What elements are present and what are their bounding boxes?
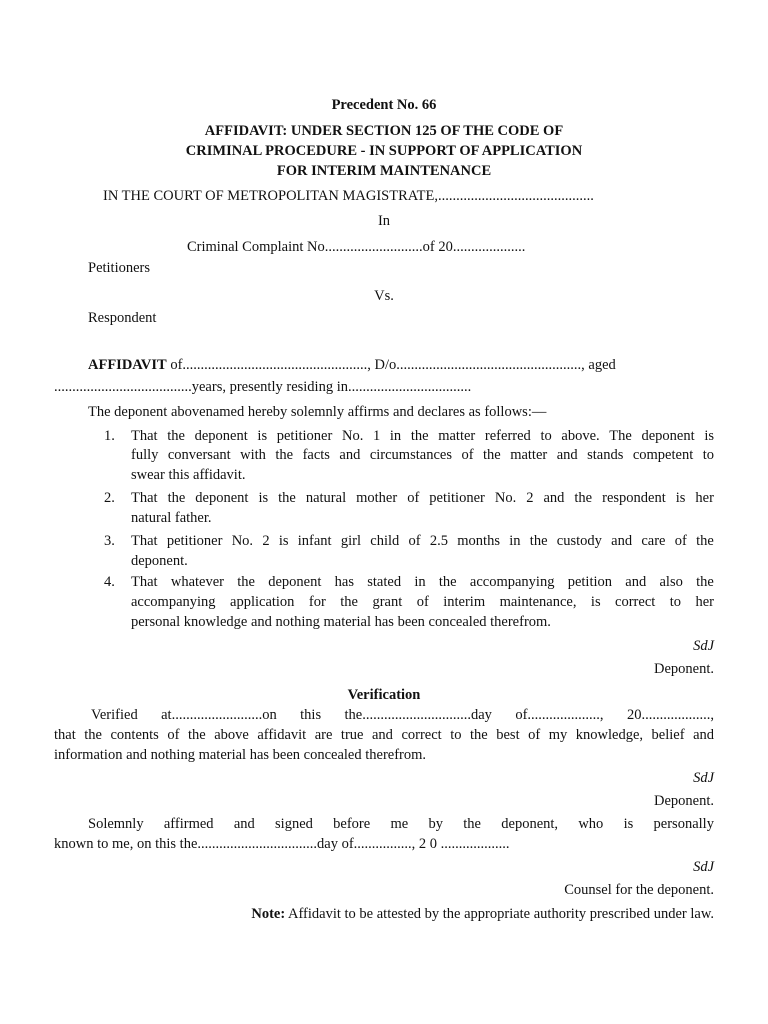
item-text-word: That	[131, 574, 158, 590]
item-text-word: fully	[131, 447, 159, 463]
item-text-word: 2.5	[429, 533, 449, 549]
item-4-line-3: personal knowledge and nothing material has been concealed therefrom.	[131, 614, 551, 630]
note-text: Affidavit to be attested by the appropriate authority prescribed under law.	[285, 906, 714, 922]
verification-text-word: contents	[110, 727, 159, 743]
verification-line-2	[54, 725, 714, 745]
item-text-word: That	[131, 533, 158, 549]
solemn-text-word: signed	[275, 816, 313, 832]
affidavit-line-1	[88, 355, 698, 375]
item-text-word: custody	[556, 533, 602, 549]
item-text-word: competent	[632, 447, 694, 463]
item-text-word: of	[674, 533, 687, 549]
item-text-word: the	[574, 490, 593, 506]
affidavit-label: AFFIDAVIT	[88, 357, 167, 373]
item-text-word: has	[334, 574, 354, 590]
verification-text-word: Verified	[91, 707, 138, 723]
item-text-word: grant	[372, 594, 403, 610]
verification-text-word: my	[548, 727, 568, 743]
item-text-word: conversant	[167, 447, 231, 463]
item-text-word: is	[278, 533, 289, 549]
item-text-word: the	[167, 490, 186, 506]
item-text-word: natural	[305, 490, 347, 506]
solemn-text-word: deponent,	[501, 816, 559, 832]
item-text-word: application	[230, 594, 295, 610]
item-text-word: mother	[356, 490, 398, 506]
verification-text-word: of....................,	[515, 707, 604, 723]
title-line-2: CRIMINAL PROCEDURE - IN SUPPORT OF APPLICATION	[185, 143, 583, 159]
verification-line-3: information and nothing material has been concealed therefrom.	[54, 747, 427, 763]
signature-sdj: SdJ	[693, 638, 714, 654]
item-text-word: the	[278, 490, 296, 506]
verification-text-word: of	[167, 727, 180, 743]
item-text-word: also	[659, 574, 683, 590]
verification-text-word: the	[187, 727, 206, 743]
complaint-line: Criminal Complaint No...........................of 20....................	[187, 239, 526, 255]
item-text-word: referred	[484, 428, 531, 444]
signature-sdj: SdJ	[693, 859, 714, 875]
item-1-line-1	[131, 426, 714, 446]
verification-text-word: 20...................,	[626, 707, 714, 723]
item-text-word: petitioner	[166, 533, 223, 549]
item-text-word: above.	[561, 428, 600, 444]
item-text-word: her	[695, 490, 714, 506]
verification-text-word: above	[214, 727, 249, 743]
item-text-word: That	[131, 428, 158, 444]
item-text-word: deponent	[195, 490, 249, 506]
item-text-word: of	[416, 594, 429, 610]
item-text-word: and	[339, 447, 361, 463]
item-number: 2.	[104, 490, 115, 506]
item-text-word: the	[167, 428, 185, 444]
in-word: In	[377, 213, 391, 229]
item-text-word: her	[695, 594, 714, 610]
item-4-line-2	[131, 592, 714, 612]
item-text-word: of	[408, 533, 421, 549]
title-line-3: FOR INTERIM MAINTENANCE	[276, 163, 492, 179]
verification-text-word: to	[450, 727, 462, 743]
item-text-word: deponent	[268, 574, 322, 590]
item-text-word: with	[240, 447, 266, 463]
item-text-word: accompanying	[469, 574, 555, 590]
item-text-word: to	[540, 428, 552, 444]
verification-text-word: and	[693, 727, 714, 743]
verification-text-word: knowledge,	[575, 727, 644, 743]
solemn-text-word: who	[578, 816, 604, 832]
item-text-word: petition	[567, 574, 613, 590]
item-text-word: the	[237, 574, 255, 590]
item-text-word: maintenance,	[499, 594, 577, 610]
solemn-text-word: the	[463, 816, 481, 832]
note-line	[251, 904, 714, 924]
item-number: 4.	[104, 574, 115, 590]
item-text-word: for	[308, 594, 326, 610]
item-text-word: the	[696, 533, 714, 549]
solemn-text-word: personally	[653, 816, 714, 832]
item-text-word: matter	[438, 428, 476, 444]
solemn-text-word: and	[233, 816, 255, 832]
item-text-word: No.	[494, 490, 517, 506]
item-text-word: and	[543, 490, 565, 506]
item-text-word: the	[340, 594, 358, 610]
verification-text-word: the..............................day	[344, 707, 492, 723]
deponent-label: Deponent.	[654, 793, 714, 809]
item-text-word: to	[669, 594, 682, 610]
item-text-word: the	[438, 574, 457, 590]
intro-paragraph: The deponent abovenamed hereby solemnly affirms and declares as follows:—	[88, 404, 547, 420]
item-text-word: girl	[340, 533, 361, 549]
verification-text-word: that	[54, 727, 76, 743]
item-text-word: months	[457, 533, 500, 549]
item-text-word: accompanying	[131, 594, 216, 610]
court-line: IN THE COURT OF METROPOLITAN MAGISTRATE,...........................................	[103, 188, 594, 204]
item-text-word: deponent	[194, 428, 248, 444]
note-label: Note:	[251, 906, 286, 922]
item-text-word: stated	[367, 574, 402, 590]
item-text-word: 2	[526, 490, 534, 506]
verification-text-word: true	[340, 727, 364, 743]
verification-text-word: affidavit	[257, 727, 307, 743]
solemn-text-word: is	[623, 816, 634, 832]
counsel-label: Counsel for the deponent.	[564, 882, 714, 898]
solemn-text-word: by	[428, 816, 443, 832]
item-text-word: and	[556, 447, 578, 463]
solemn-line-2: known to me, on this the.................................day of................, 2 0 ...................	[54, 836, 510, 852]
item-2-line-2: natural father.	[131, 510, 212, 526]
deponent-label: Deponent.	[654, 661, 714, 677]
item-text-word: whatever	[170, 574, 224, 590]
item-text-word: of	[461, 447, 474, 463]
petitioners-label: Petitioners	[88, 260, 151, 276]
item-text-word: child	[370, 533, 400, 549]
item-text-word: the	[529, 533, 548, 549]
item-text-word: No.	[231, 533, 254, 549]
verification-text-word: belief	[651, 727, 685, 743]
verification-line-1	[91, 705, 714, 725]
item-text-word: to	[702, 447, 714, 463]
verification-text-word: best	[496, 727, 520, 743]
item-1-line-3: swear this affidavit.	[131, 467, 246, 483]
verification-heading: Verification	[347, 687, 421, 703]
precedent-number: Precedent No. 66	[331, 97, 437, 113]
item-text-word: infant	[297, 533, 332, 549]
item-text-word: matter	[510, 447, 548, 463]
item-text-word: the	[410, 428, 429, 444]
item-text-word: the	[696, 574, 714, 590]
item-text-word: 2	[262, 533, 270, 549]
affidavit-line-2: ......................................years, presently residing in..................................	[54, 379, 472, 395]
item-text-word: respondent	[602, 490, 666, 506]
item-text-word: the	[483, 447, 501, 463]
item-text-word: circumstances	[369, 447, 452, 463]
versus-label: Vs.	[374, 288, 394, 304]
item-text-word: No.	[341, 428, 364, 444]
affidavit-line-1-text: of..................................................., D/o..................................................., aged	[166, 357, 616, 373]
verification-text-word: the	[84, 727, 102, 743]
item-text-word: in	[509, 533, 521, 549]
item-text-word: of	[407, 490, 420, 506]
item-text-word: That	[131, 490, 158, 506]
item-text-word: 1	[373, 428, 381, 444]
item-text-word: the	[275, 447, 294, 463]
item-text-word: is	[257, 428, 268, 444]
solemn-text-word: before	[333, 816, 371, 832]
solemn-text-word: affirmed	[163, 816, 214, 832]
item-number: 1.	[104, 428, 115, 444]
item-text-word: is	[675, 490, 686, 506]
item-text-word: stands	[587, 447, 624, 463]
item-text-word: petitioner	[429, 490, 485, 506]
item-text-word: is	[258, 490, 269, 506]
verification-text-word: the	[470, 727, 488, 743]
item-text-word: interim	[443, 594, 486, 610]
respondent-label: Respondent	[88, 310, 157, 326]
solemn-text-word: me	[390, 816, 409, 832]
verification-text-word: and	[371, 727, 393, 743]
item-text-word: The	[609, 428, 632, 444]
item-text-word: in	[389, 428, 402, 444]
solemn-text-word: Solemnly	[88, 816, 144, 832]
item-3-line-1	[131, 531, 714, 551]
item-2-line-1	[131, 488, 714, 508]
item-text-word: and	[625, 574, 647, 590]
item-text-word: is	[704, 428, 714, 444]
verification-text-word: correct	[401, 727, 442, 743]
item-text-word: in	[414, 574, 426, 590]
item-1-line-2	[131, 445, 714, 465]
item-text-word: and	[611, 533, 633, 549]
item-4-line-1	[131, 572, 714, 592]
item-text-word: facts	[302, 447, 330, 463]
solemn-line-1	[88, 814, 714, 834]
item-text-word: care	[641, 533, 666, 549]
title-line-1: AFFIDAVIT: UNDER SECTION 125 OF THE CODE OF	[204, 123, 564, 139]
signature-sdj: SdJ	[693, 770, 714, 786]
item-text-word: deponent	[641, 428, 695, 444]
verification-text-word: of	[528, 727, 541, 743]
item-text-word: correct	[615, 594, 656, 610]
item-number: 3.	[104, 533, 115, 549]
item-text-word: petitioner	[276, 428, 333, 444]
verification-text-word: are	[314, 727, 333, 743]
item-text-word: is	[590, 594, 601, 610]
verification-text-word: at.........................on	[161, 707, 277, 723]
verification-text-word: this	[300, 707, 322, 723]
item-3-line-2: deponent.	[131, 553, 188, 569]
